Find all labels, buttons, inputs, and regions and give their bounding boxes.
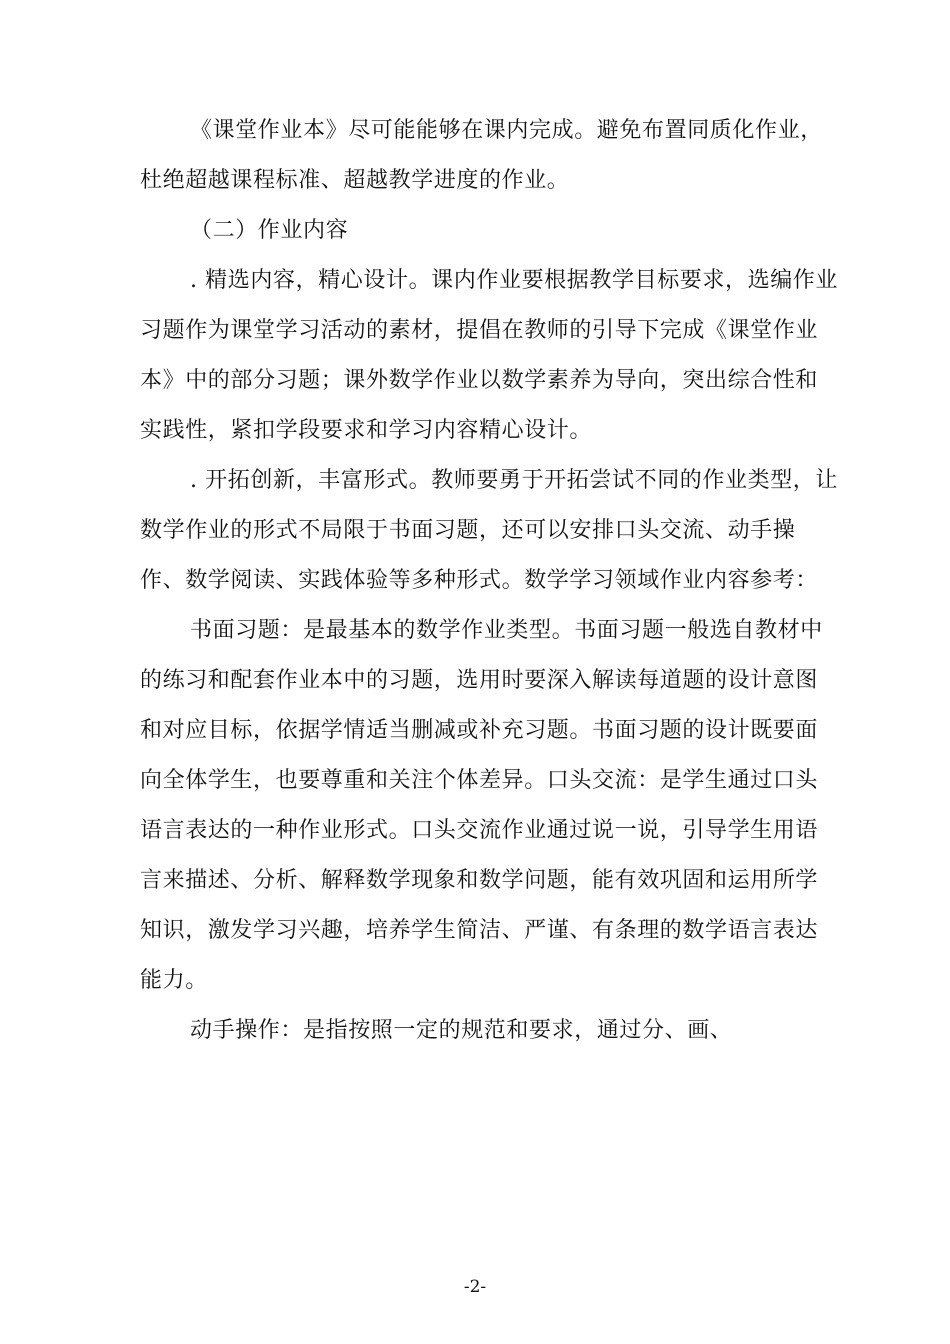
paragraph-line: 向全体学生，也要尊重和关注个体差异。口头交流：是学生通过口头	[140, 768, 819, 793]
paragraph-line: 《课堂作业本》尽可能能够在课内完成。避免布置同质化作业，	[190, 118, 823, 143]
paragraph-line: 知识，激发学习兴趣，培养学生简洁、严谨、有条理的数学语言表达	[140, 918, 819, 943]
paragraph-line: . 精选内容，精心设计。课内作业要根据教学目标要求，选编作业	[190, 268, 838, 293]
paragraph-line: . 开拓创新，丰富形式。教师要勇于开拓尝试不同的作业类型，让	[190, 468, 838, 493]
paragraph-line: 能力。	[140, 968, 208, 993]
paragraph-line: 动手操作：是指按照一定的规范和要求，通过分、画、	[190, 1018, 733, 1043]
paragraph-line: 本》中的部分习题；课外数学作业以数学素养为导向，突出综合性和	[140, 368, 819, 393]
section-heading: （二）作业内容	[190, 218, 349, 243]
paragraph-line: 数学作业的形式不局限于书面习题，还可以安排口头交流、动手操	[140, 518, 796, 543]
paragraph-line: 言来描述、分析、解释数学现象和数学问题，能有效巩固和运用所学	[140, 868, 819, 893]
paragraph-line: 作、数学阅读、实践体验等多种形式。数学学习领域作业内容参考：	[140, 568, 819, 593]
paragraph-line: 和对应目标，依据学情适当删减或补充习题。书面习题的设计既要面	[140, 718, 819, 743]
page-number: -2-	[463, 1277, 487, 1297]
paragraph-line: 书面习题：是最基本的数学作业类型。书面习题一般选自教材中	[190, 618, 823, 643]
paragraph-line: 语言表达的一种作业形式。口头交流作业通过说一说，引导学生用语	[140, 818, 819, 843]
paragraph-line: 的练习和配套作业本中的习题，选用时要深入解读每道题的设计意图	[140, 668, 819, 693]
paragraph-line: 实践性，紧扣学段要求和学习内容精心设计。	[140, 418, 593, 443]
paragraph-line: 习题作为课堂学习活动的素材，提倡在教师的引导下完成《课堂作业	[140, 318, 819, 343]
paragraph-line: 杜绝超越课程标准、超越教学进度的作业。	[140, 168, 570, 193]
